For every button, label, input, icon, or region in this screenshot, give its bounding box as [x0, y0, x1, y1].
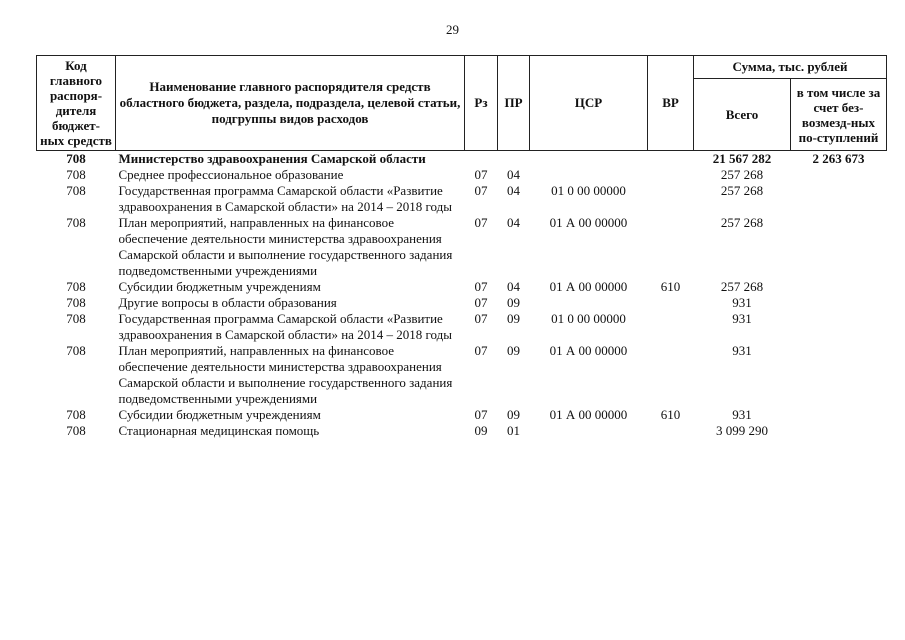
cell-total: 257 268 — [720, 215, 764, 230]
cell-name: Субсидии бюджетным учреждениям — [118, 407, 321, 422]
cell-rz: 07 — [474, 407, 488, 422]
cell-total: 931 — [732, 343, 752, 358]
cell-free — [791, 279, 887, 295]
cell-code: 708 — [66, 215, 86, 230]
cell-vr — [648, 311, 694, 343]
cell-name: Среднее профессиональное образование — [118, 167, 344, 182]
cell-rz: 09 — [474, 423, 488, 438]
cell-name: Государственная программа Самарской области «Развитие здравоохранения в Самарской области» на 2014 – 2018 годы — [118, 183, 452, 214]
budget-table — [36, 55, 887, 439]
header-sum-group: Сумма, тыс. рублей — [694, 56, 887, 79]
cell-vr — [648, 215, 694, 279]
cell-csr — [530, 151, 648, 168]
cell-vr — [648, 295, 694, 311]
cell-name: Министерство здравоохранения Самарской области — [118, 151, 426, 166]
header-vr: ВР — [648, 56, 694, 151]
table-row — [37, 151, 887, 168]
cell-code: 708 — [66, 151, 86, 166]
cell-code: 708 — [66, 295, 86, 310]
cell-pr: 09 — [507, 311, 520, 326]
cell-free — [791, 215, 887, 279]
cell-csr: 01 А 00 00000 — [549, 407, 628, 422]
header-csr: ЦСР — [530, 56, 648, 151]
cell-vr: 610 — [660, 279, 681, 294]
cell-pr: 04 — [507, 183, 520, 198]
header-rz: Рз — [465, 56, 498, 151]
cell-name: Субсидии бюджетным учреждениям — [118, 279, 321, 294]
cell-code: 708 — [66, 407, 86, 422]
cell-name: Другие вопросы в области образования — [118, 295, 337, 310]
table-row — [37, 167, 887, 183]
cell-total: 931 — [732, 311, 752, 326]
cell-free — [791, 343, 887, 407]
cell-csr: 01 0 00 00000 — [551, 311, 626, 326]
cell-rz: 07 — [474, 343, 488, 358]
page-number: 29 — [446, 22, 459, 37]
table-header — [37, 56, 887, 151]
cell-vr — [648, 151, 694, 168]
header-free: в том числе за счет без-возмезд-ных по-ступлений — [791, 79, 887, 151]
cell-code: 708 — [66, 183, 86, 198]
cell-code: 708 — [66, 279, 86, 294]
cell-pr: 04 — [507, 279, 520, 294]
cell-total: 257 268 — [720, 279, 764, 294]
cell-pr: 09 — [507, 343, 520, 358]
cell-free — [791, 311, 887, 343]
cell-pr: 04 — [507, 167, 520, 182]
cell-code: 708 — [66, 311, 86, 326]
cell-name: План мероприятий, направленных на финансовое обеспечение деятельности министерства здравоохранения Самарской области и выполнение государственного задания подведомственными учреждениями — [118, 343, 453, 406]
cell-vr — [648, 167, 694, 183]
cell-csr: 01 0 00 00000 — [551, 183, 626, 198]
table-row — [37, 183, 887, 215]
table-row — [37, 423, 887, 439]
cell-total: 931 — [732, 295, 752, 310]
cell-free — [791, 295, 887, 311]
table-row — [37, 295, 887, 311]
cell-csr — [530, 423, 648, 439]
cell-total: 257 268 — [720, 167, 764, 182]
header-pr: ПР — [498, 56, 530, 151]
cell-rz: 07 — [474, 167, 488, 182]
cell-code: 708 — [66, 423, 86, 438]
cell-code: 708 — [66, 343, 86, 358]
cell-vr: 610 — [660, 407, 681, 422]
cell-pr: 04 — [507, 215, 520, 230]
cell-name: Государственная программа Самарской области «Развитие здравоохранения в Самарской области» на 2014 – 2018 годы — [118, 311, 452, 342]
cell-free: 2 263 673 — [812, 151, 865, 166]
cell-rz — [465, 151, 498, 168]
cell-free — [791, 423, 887, 439]
cell-csr: 01 А 00 00000 — [549, 279, 628, 294]
cell-total: 3 099 290 — [716, 423, 768, 438]
cell-csr: 01 А 00 00000 — [549, 215, 628, 230]
cell-free — [791, 167, 887, 183]
cell-pr: 09 — [507, 295, 520, 310]
table-row — [37, 279, 887, 295]
cell-rz: 07 — [474, 311, 488, 326]
cell-free — [791, 407, 887, 423]
cell-total: 21 567 282 — [712, 151, 772, 166]
cell-rz: 07 — [474, 295, 488, 310]
cell-total: 931 — [732, 407, 752, 422]
cell-csr — [530, 295, 648, 311]
header-code: Код главного распоря-дителя бюджет-ных средств — [37, 56, 116, 151]
table-row — [37, 311, 887, 343]
cell-rz: 07 — [474, 183, 488, 198]
table-row — [37, 215, 887, 279]
table-row — [37, 343, 887, 407]
cell-vr — [648, 183, 694, 215]
cell-rz: 07 — [474, 279, 488, 294]
cell-pr — [498, 151, 530, 168]
table-row — [37, 407, 887, 423]
cell-csr: 01 А 00 00000 — [549, 343, 628, 358]
cell-code: 708 — [66, 167, 86, 182]
cell-rz: 07 — [474, 215, 488, 230]
cell-vr — [648, 423, 694, 439]
cell-name: Стационарная медицинская помощь — [118, 423, 320, 438]
cell-name: План мероприятий, направленных на финансовое обеспечение деятельности министерства здравоохранения Самарской области и выполнение государственного задания подведомственными учреждениями — [118, 215, 453, 278]
cell-csr — [530, 167, 648, 183]
cell-free — [791, 183, 887, 215]
cell-pr: 09 — [507, 407, 520, 422]
header-name: Наименование главного распорядителя средств областного бюджета, раздела, подраздела, целевой статьи, подгруппы видов расходов — [116, 56, 465, 151]
cell-pr: 01 — [507, 423, 520, 438]
cell-total: 257 268 — [720, 183, 764, 198]
table-body — [37, 151, 887, 440]
header-total: Всего — [694, 79, 791, 151]
cell-vr — [648, 343, 694, 407]
